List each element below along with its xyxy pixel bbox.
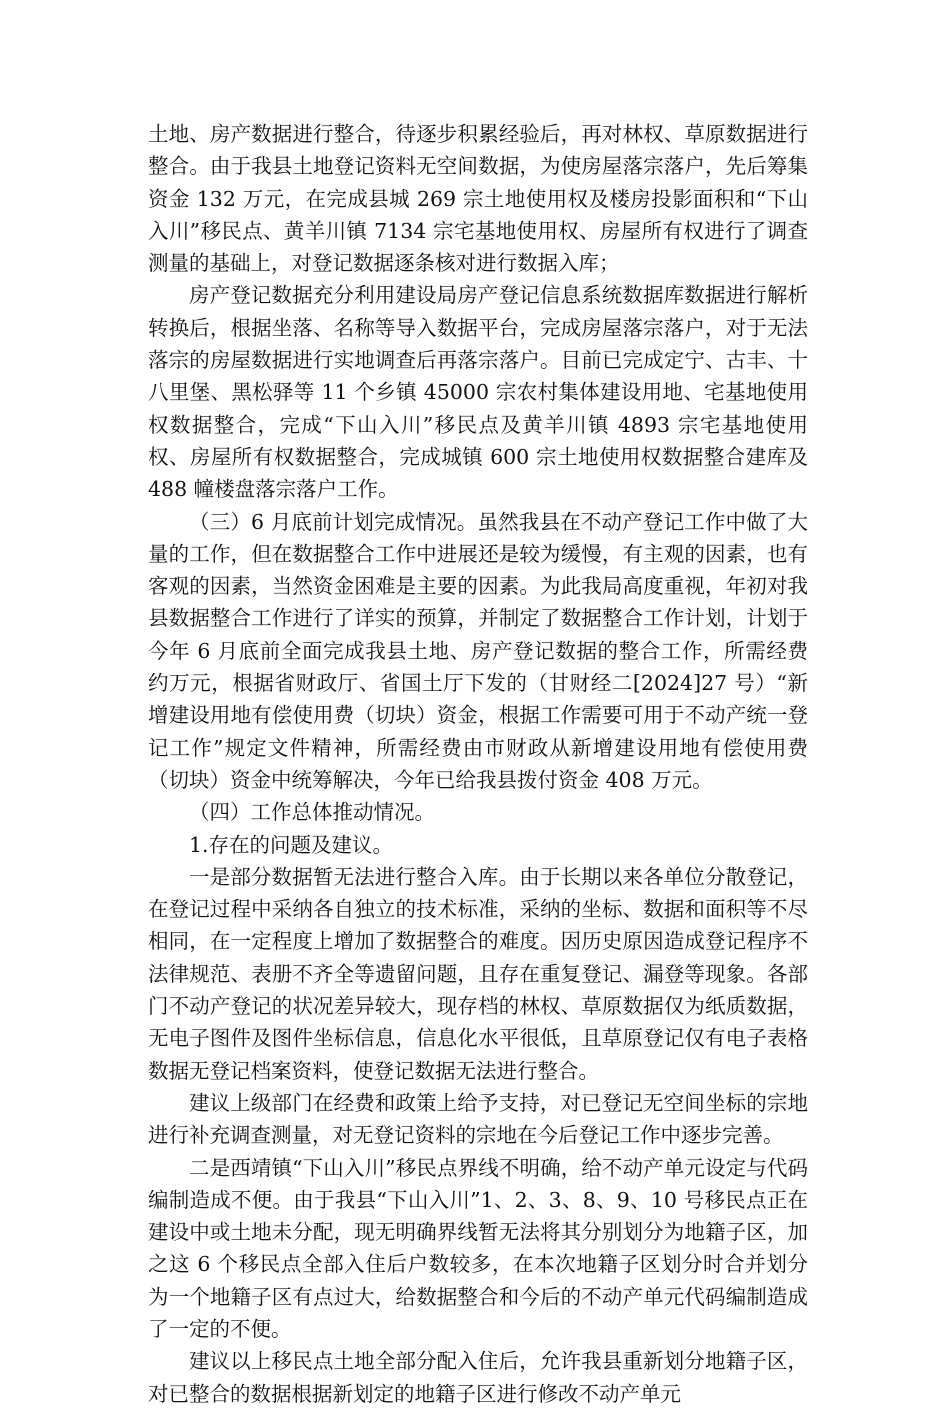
paragraph-suggestion-one: 建议上级部门在经费和政策上给予支持，对已登记无空间坐标的宗地进行补充调查测量，对无登记资料的宗地在今后登记工作中逐步完善。 xyxy=(148,1090,808,1148)
paragraph-section-three: （三）6 月底前计划完成情况。虽然我县在不动产登记工作中做了大量的工作，但在数据整合工作中进展还是较为缓慢，有主观的因素，也有客观的因素，当然资金困难是主要的因素。为此我局高度重视，年初对我县数据整合工作进行了详实的预算，并制定了数据整合工作计划，计划于今年 6 月底前全面完成我县土地、房产登记数据的整合工作，所需经费约万元，根据省财政厅、省国土厅下发的（甘财经二[2024]27 号）“新增建设用地有偿使用费（切块）资金，根据工作需要可用于不动产统一登记工作”规定文件精神，所需经费由市财政从新增建设用地有偿使用费（切块）资金中统筹解决，今年已给我县拨付资金 408 万元。 xyxy=(148,509,808,792)
paragraph-problem-one: 一是部分数据暂无法进行整合入库。由于长期以来各单位分散登记，在登记过程中采纳各自独立的技术标准，采纳的坐标、数据和面积等不尽相同，在一定程度上增加了数据整合的难度。因历史原因造成登记程序不法律规范、表册不齐全等遗留问题，且存在重复登记、漏登等现象。各部门不动产登记的状况差异较大，现存档的林权、草原数据仅为纸质数据，无电子图件及图件坐标信息，信息化水平很低，且草原登记仅有电子表格数据无登记档案资料，使登记数据无法进行整合。 xyxy=(148,864,808,1083)
paragraph-problems-heading: 1.存在的问题及建议。 xyxy=(189,832,394,857)
paragraph-problem-two: 二是西靖镇“下山入川”移民点界线不明确，给不动产单元设定与代码编制造成不便。由于我县“下山入川”1、2、3、8、9、10 号移民点正在建设中或土地未分配，现无明确界线暂无法将其分别划分为地籍子区，加之这 6 个移民点全部入住后户数较多，在本次地籍子区划分时合并划分为一个地籍子区有点过大，给数据整合和今后的不动产单元代码编制造成了一定的不便。 xyxy=(148,1155,808,1341)
paragraph-suggestion-two: 建议以上移民点土地全部分配入住后，允许我县重新划分地籍子区，对已整合的数据根据新划定的地籍子区进行修改不动产单元 xyxy=(148,1349,808,1406)
paragraph-house-registration-data: 房产登记数据充分利用建设局房产登记信息系统数据库数据进行解析转换后，根据坐落、名称等导入数据平台，完成房屋落宗落户，对于无法落宗的房屋数据进行实地调查后再落宗落户。目前已完成定宁、古丰、十八里堡、黑松驿等 11 个乡镇 45000 宗农村集体建设用地、宅基地使用权数据整合，完成“下山入川”移民点及黄羊川镇 4893 宗宅基地使用权、房屋所有权数据整合，完成城镇 600 宗土地使用权数据整合建库及 488 幢楼盘落宗落户工作。 xyxy=(148,283,808,502)
paragraph-section-four-heading: （四）工作总体推动情况。 xyxy=(189,800,435,825)
document-body xyxy=(148,118,808,1410)
paragraph-land-house-integration: 土地、房产数据进行整合，待逐步积累经验后，再对林权、草原数据进行整合。由于我县土地登记资料无空间数据，为使房屋落宗落户，先后筹集资金 132 万元，在完成县城 269 宗土地使用权及楼房投影面积和“下山入川”移民点、黄羊川镇 7134 宗宅基地使用权、房屋所有权进行了调查测量的基础上，对登记数据逐条核对进行数据入库； xyxy=(148,122,808,276)
